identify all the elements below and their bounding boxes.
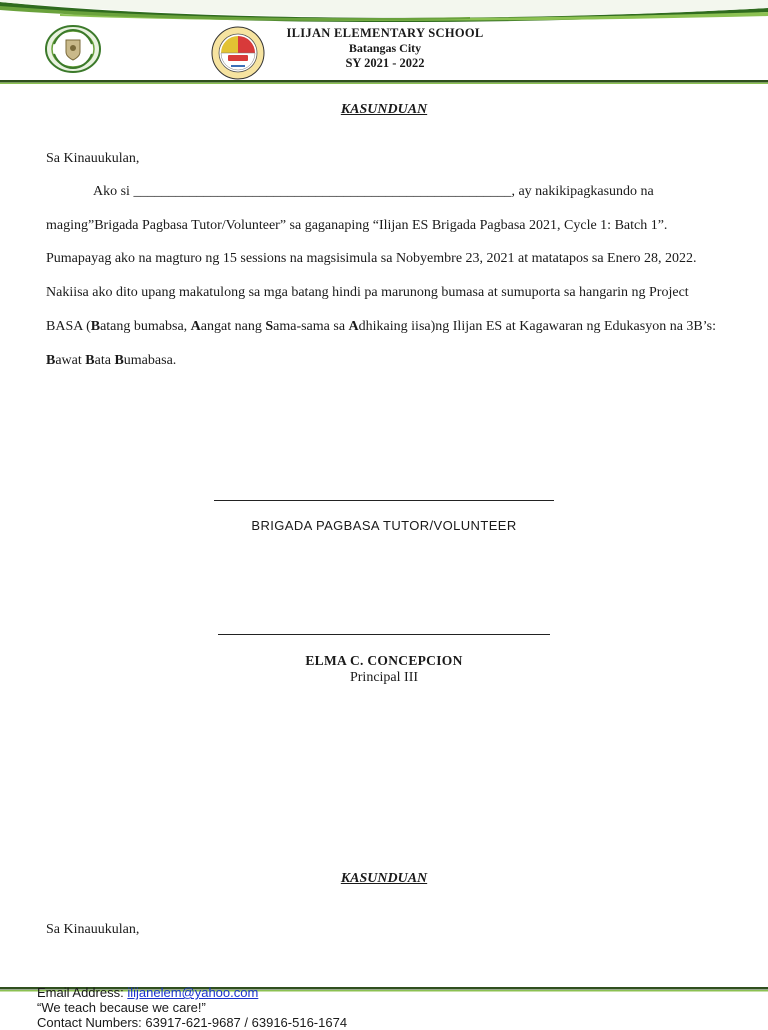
email-label: Email Address: <box>37 985 128 1000</box>
tutor-signature-line <box>214 500 554 501</box>
basa-word: dhikaing iisa)ng Ilijan ES at Kagawaran ng Edukasyon na 3B’s: <box>358 318 716 334</box>
paragraph-body: , ay nakikipagkasundo na maging”Brigada Pagbasa Tutor/Volunteer” sa gaganaping “Ilijan ES Brigada Pagbasa 2021, Cycle 1: Batch 1”. Pumapayag ako na magturo ng 15 sessions na magsisimula sa Nobyembre 23, 2021 at matatapos sa Enero 28, 2022. Nakiisa ako dito upang makatulong sa mga batang hindi pa marunong bumasa at sumuporta sa hangarin ng Project BASA ( <box>46 184 697 334</box>
salutation-repeat: Sa Kinauukulan, <box>46 922 140 937</box>
school-name: ILIJAN ELEMENTARY SCHOOL <box>286 26 484 40</box>
tutor-signature-label: BRIGADA PAGBASA TUTOR/VOLUNTEER <box>251 518 517 533</box>
basa-word: atang bumabsa, <box>100 318 191 334</box>
basa-word: angat nang <box>200 318 266 334</box>
bbb-letter: B <box>114 352 124 368</box>
basa-letter: B <box>90 318 101 334</box>
school-year: SY 2021 - 2022 <box>345 56 425 70</box>
basa-word: ama-sama sa <box>273 318 349 334</box>
bbb-word: umabasa. <box>123 352 177 368</box>
bbb-word: awat <box>55 352 86 368</box>
principal-signature-line <box>218 634 550 635</box>
footer <box>37 985 737 1030</box>
bbb-word: ata <box>94 352 115 368</box>
contact-numbers: Contact Numbers: 63917-621-9687 / 63916-516-1674 <box>37 1015 348 1030</box>
school-motto: “We teach because we care!” <box>37 1000 206 1015</box>
document-title-repeat: KASUNDUAN <box>340 871 428 886</box>
footer-email-row <box>37 985 737 1000</box>
school-city: Batangas City <box>348 41 422 55</box>
paragraph-start: Ako si <box>93 184 134 199</box>
school-seal-logo <box>44 24 102 74</box>
school-heading <box>240 26 530 71</box>
basa-letter: A <box>190 318 201 334</box>
salutation: Sa Kinauukulan, <box>46 151 140 166</box>
header-rule <box>0 80 768 85</box>
name-blank-line: ______________________________________________________ <box>133 184 512 199</box>
principal-name: ELMA C. CONCEPCION <box>305 653 463 668</box>
agreement-paragraph <box>46 175 722 377</box>
basa-letter: S <box>265 318 274 334</box>
basa-letter: A <box>348 318 359 334</box>
email-link[interactable]: ilijanelem@yahoo.com <box>127 985 259 1000</box>
bbb-letter: B <box>85 352 95 368</box>
document-title: KASUNDUAN <box>340 102 428 117</box>
principal-position: Principal III <box>349 670 419 685</box>
bbb-letter: B <box>46 352 56 368</box>
